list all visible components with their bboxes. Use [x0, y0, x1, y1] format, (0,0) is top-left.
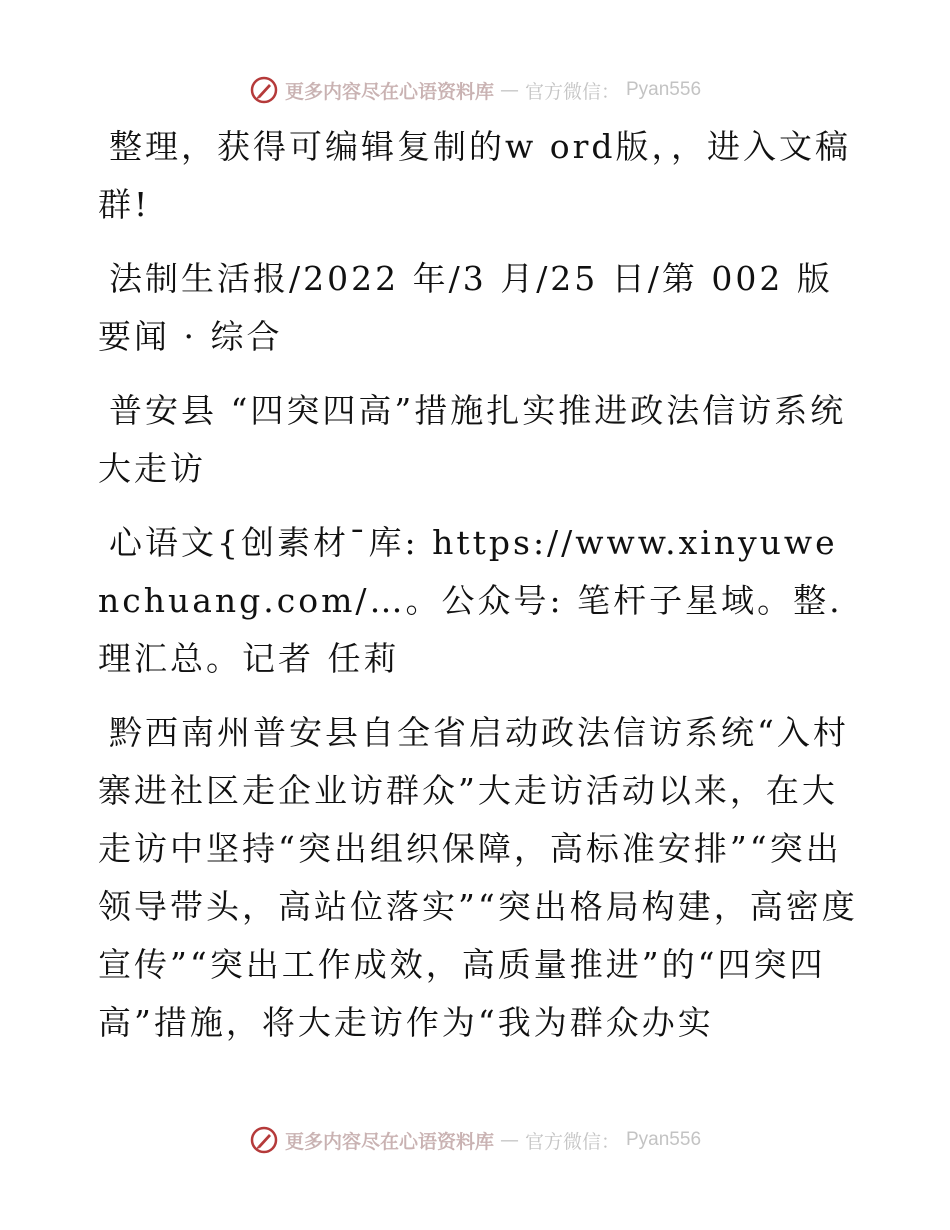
paragraph-text: 整理，获得可编辑复制的w ord版，，进入文稿群!	[98, 127, 852, 224]
watermark-wechat-id: Pyan556	[626, 1129, 702, 1150]
document-body	[98, 118, 858, 1068]
paragraph-text: 普安县 “四突四高”措施扎实推进政法信访系统大走访	[98, 391, 847, 488]
byline-paragraph	[98, 514, 858, 688]
intro-paragraph	[98, 118, 858, 234]
watermark-wechat-label: 官方微信：	[524, 1130, 620, 1153]
paragraph-text: 黔西南州普安县自全省启动政法信访系统“入村寨进社区走企业访群众”大走访活动以来，在大走访中坚持“突出组织保障，高标准安排”“突出领导带头，高站位落实”“突出格局构建，高密度宣传”“突出工作成效，高质量推进”的“四突四高”措施，将大走访作为“我为群众办实	[98, 713, 858, 1042]
source-line	[98, 250, 858, 366]
paragraph-text: 法制生活报/2022 年/3 月/25 日/第 002 版要闻 · 综合	[98, 259, 833, 356]
watermark-inner	[249, 75, 701, 105]
watermark-footer	[0, 1120, 950, 1160]
watermark-dash: —	[499, 1129, 519, 1151]
watermark-dash: —	[499, 79, 519, 101]
pen-logo-icon	[249, 1125, 279, 1155]
paragraph-text: 心语文{创素材¯库: https://www.xinyuwenchuang.com/…。公众号: 笔杆子星域。整.理汇总。记者 任莉	[98, 523, 843, 678]
watermark-wechat-label: 官方微信：	[524, 80, 620, 103]
watermark-wechat-id: Pyan556	[626, 79, 702, 100]
watermark-main-text: 更多内容尽在心语资料库	[284, 1130, 494, 1153]
pen-logo-icon	[249, 75, 279, 105]
article-title	[98, 382, 858, 498]
body-paragraph	[98, 704, 858, 1052]
watermark-header	[0, 70, 950, 110]
watermark-main-text: 更多内容尽在心语资料库	[284, 80, 494, 103]
watermark-inner	[249, 1125, 701, 1155]
